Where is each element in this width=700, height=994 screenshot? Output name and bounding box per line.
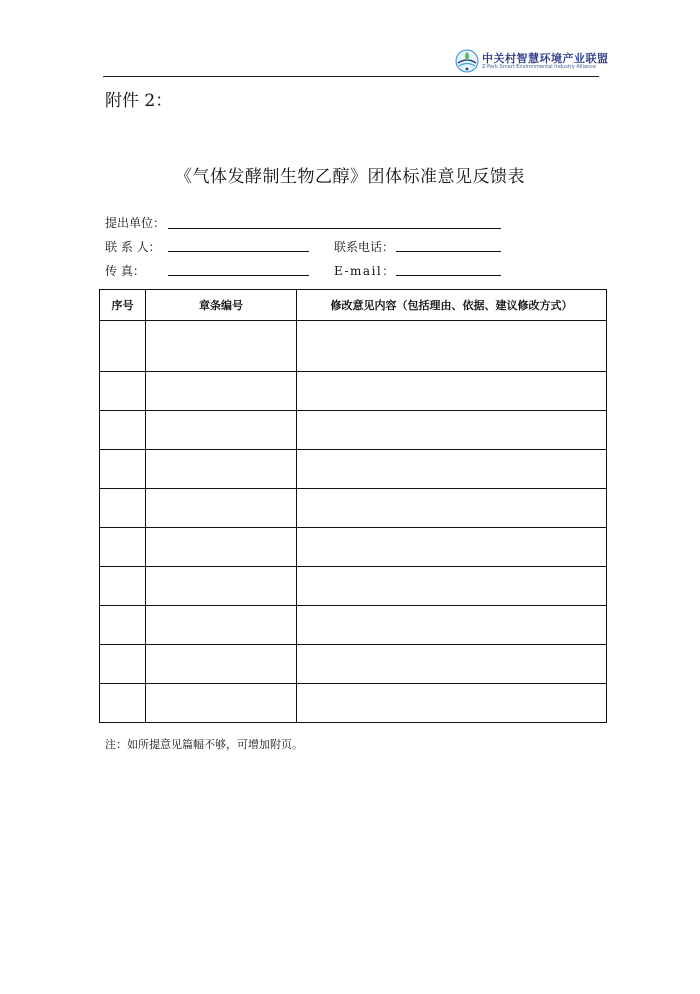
- comment-cell[interactable]: [297, 450, 607, 489]
- phone-field-line[interactable]: [396, 251, 501, 252]
- fax-field-line[interactable]: [168, 275, 309, 276]
- clause-cell[interactable]: [146, 645, 297, 684]
- logo-chinese-name: 中关村智慧环境产业联盟: [482, 52, 609, 65]
- comment-cell[interactable]: [297, 567, 607, 606]
- comment-cell[interactable]: [297, 606, 607, 645]
- comment-cell[interactable]: [297, 645, 607, 684]
- clause-cell[interactable]: [146, 489, 297, 528]
- table-row: [100, 372, 607, 411]
- table-row: [100, 321, 607, 372]
- contact-field-line[interactable]: [168, 251, 309, 252]
- serial-cell[interactable]: [100, 489, 146, 528]
- comment-cell[interactable]: [297, 684, 607, 723]
- header-comment-content: 修改意见内容（包括理由、依据、建议修改方式）: [297, 290, 607, 321]
- clause-cell[interactable]: [146, 321, 297, 372]
- unit-field-label: 提出单位：: [105, 216, 166, 230]
- comment-cell[interactable]: [297, 528, 607, 567]
- table-row: [100, 606, 607, 645]
- clause-cell[interactable]: [146, 606, 297, 645]
- fax-field-label: 传 真：: [105, 264, 145, 278]
- clause-cell[interactable]: [146, 528, 297, 567]
- serial-cell[interactable]: [100, 684, 146, 723]
- serial-cell[interactable]: [100, 411, 146, 450]
- alliance-logo: [455, 49, 609, 75]
- table-row: [100, 411, 607, 450]
- table-row: [100, 684, 607, 723]
- clause-cell[interactable]: [146, 411, 297, 450]
- contact-field-label: 联 系 人：: [105, 240, 161, 254]
- header-serial-number: 序号: [100, 290, 146, 321]
- unit-field-line[interactable]: [168, 228, 501, 229]
- clause-cell[interactable]: [146, 684, 297, 723]
- table-row: [100, 450, 607, 489]
- globe-leaf-icon: [455, 49, 479, 73]
- page-title: 《气体发酵制生物乙醇》团体标准意见反馈表: [175, 167, 525, 187]
- clause-cell[interactable]: [146, 450, 297, 489]
- table-header-row: [100, 290, 607, 321]
- comment-cell[interactable]: [297, 411, 607, 450]
- header-divider: [103, 76, 599, 77]
- table-row: [100, 489, 607, 528]
- logo-english-name: Z-Park Smart Environmental Industry Alliance: [482, 64, 597, 70]
- header-clause-number: 章条编号: [146, 290, 297, 321]
- table-row: [100, 645, 607, 684]
- serial-cell[interactable]: [100, 606, 146, 645]
- serial-cell[interactable]: [100, 450, 146, 489]
- table-row: [100, 528, 607, 567]
- clause-cell[interactable]: [146, 567, 297, 606]
- comment-cell[interactable]: [297, 489, 607, 528]
- email-field-line[interactable]: [396, 275, 501, 276]
- comment-cell[interactable]: [297, 321, 607, 372]
- footnote: 注：如所提意见篇幅不够，可增加附页。: [105, 738, 303, 751]
- serial-cell[interactable]: [100, 645, 146, 684]
- table-row: [100, 567, 607, 606]
- attachment-label: 附件 2：: [105, 91, 173, 111]
- clause-cell[interactable]: [146, 372, 297, 411]
- serial-cell[interactable]: [100, 528, 146, 567]
- serial-cell[interactable]: [100, 372, 146, 411]
- email-field-label: E-mail：: [334, 264, 396, 278]
- serial-cell[interactable]: [100, 567, 146, 606]
- feedback-table: [99, 289, 607, 723]
- serial-cell[interactable]: [100, 321, 146, 372]
- comment-cell[interactable]: [297, 372, 607, 411]
- phone-field-label: 联系电话：: [334, 240, 395, 254]
